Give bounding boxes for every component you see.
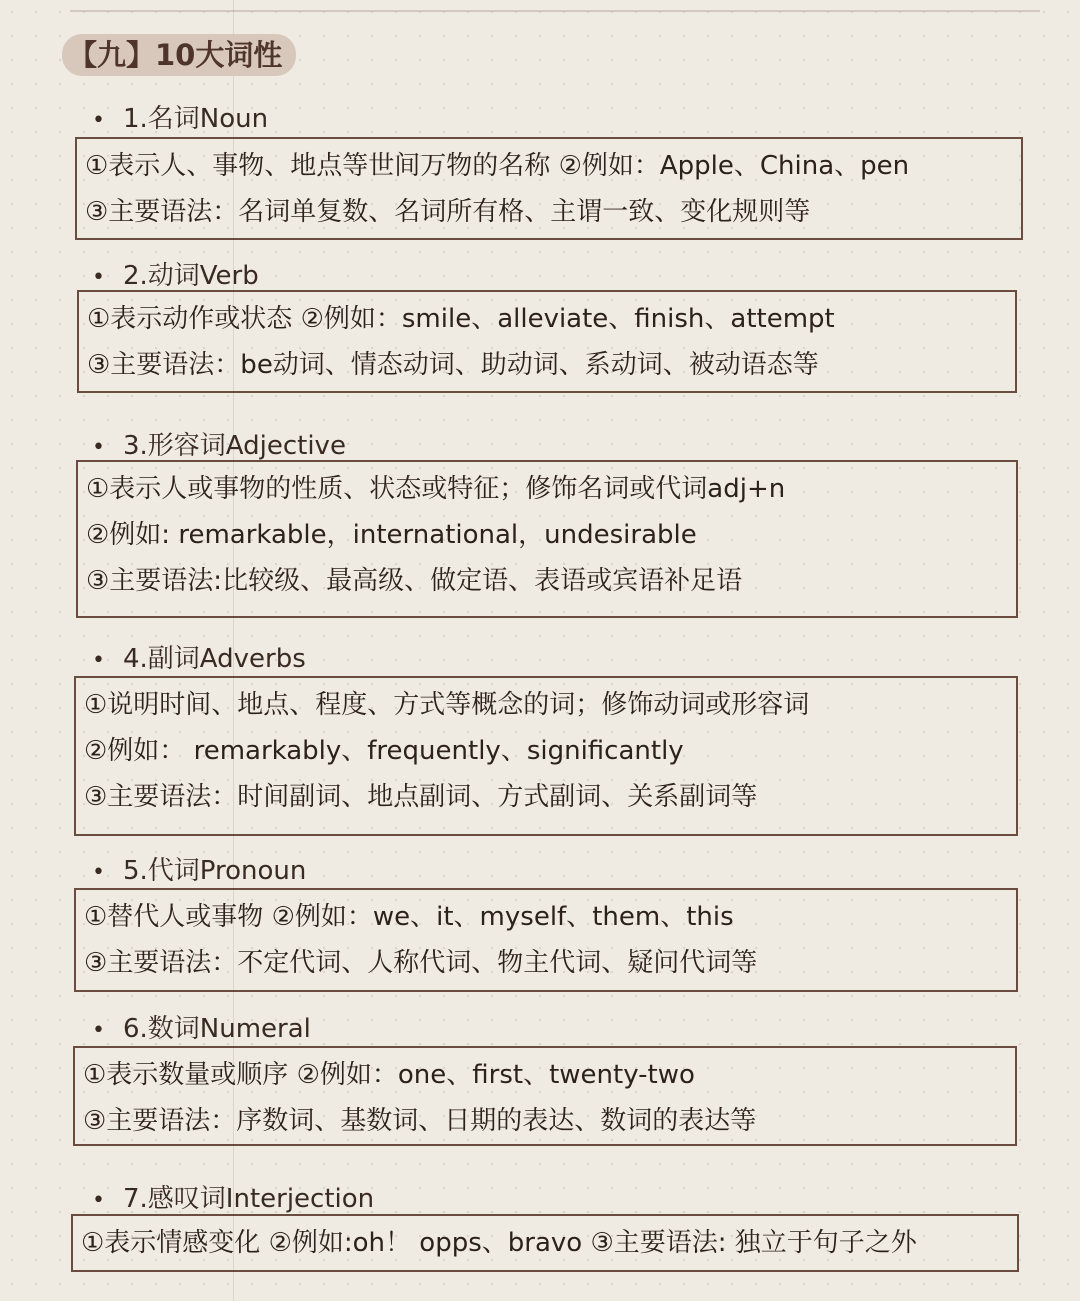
section-box-noun	[75, 137, 1023, 240]
bullet-icon: •	[92, 108, 105, 133]
section-line: ①替代人或事物 ②例如：we、it、myself、them、this	[84, 902, 734, 932]
section-title-text: 3.形容词Adjective	[122, 431, 346, 461]
section-title-text: 7.感叹词Interjection	[122, 1184, 375, 1214]
section-line: ③主要语法:比较级、最高级、做定语、表语或宾语补足语	[86, 566, 743, 596]
section-title-numeral	[92, 1008, 311, 1045]
section-box-adverbs	[74, 676, 1018, 836]
section-title-text: 2.动词Verb	[122, 261, 259, 291]
section-box-adjective	[76, 460, 1018, 618]
page-heading: 【九】10大词性	[62, 34, 296, 76]
bullet-icon: •	[92, 1188, 105, 1213]
section-line: ③主要语法：序数词、基数词、日期的表达、数词的表达等	[83, 1106, 757, 1136]
section-box-numeral	[73, 1046, 1017, 1146]
section-title-noun	[92, 98, 268, 135]
bullet-icon: •	[92, 1018, 105, 1043]
section-box-pronoun	[74, 888, 1018, 992]
bullet-icon: •	[92, 648, 105, 673]
bullet-icon: •	[92, 265, 105, 290]
section-box-verb	[77, 290, 1017, 393]
section-title-text: 6.数词Numeral	[122, 1014, 311, 1044]
section-line: ①表示动作或状态 ②例如：smile、alleviate、finish、attempt	[87, 304, 835, 334]
section-line: ③主要语法：名词单复数、名词所有格、主谓一致、变化规则等	[85, 197, 811, 227]
top-rule	[70, 10, 1040, 12]
section-line: ①表示人、事物、地点等世间万物的名称 ②例如：Apple、China、pen	[85, 151, 910, 181]
section-line: ①说明时间、地点、程度、方式等概念的词；修饰动词或形容词	[84, 690, 810, 720]
section-line: ③主要语法：不定代词、人称代词、物主代词、疑问代词等	[84, 948, 758, 978]
section-title-text: 5.代词Pronoun	[122, 856, 307, 886]
section-title-adverbs	[92, 638, 306, 675]
section-title-text: 4.副词Adverbs	[122, 644, 306, 674]
section-title-text: 1.名词Noun	[122, 104, 269, 134]
section-title-interjection	[92, 1178, 374, 1215]
section-line: ③主要语法：be动词、情态动词、助动词、系动词、被动语态等	[87, 350, 819, 380]
section-line: ①表示数量或顺序 ②例如：one、first、twenty-two	[83, 1060, 695, 1090]
section-title-pronoun	[92, 850, 306, 887]
bullet-icon: •	[92, 435, 105, 460]
section-title-adjective	[92, 425, 346, 462]
section-line: ②例如: remarkable，international，undesirable	[86, 520, 697, 550]
section-line: ①表示人或事物的性质、状态或特征；修饰名词或代词adj+n	[86, 474, 786, 504]
bullet-icon: •	[92, 860, 105, 885]
section-line: ①表示情感变化 ②例如:oh！ opps、bravo ③主要语法: 独立于句子之外	[81, 1228, 917, 1258]
section-line: ②例如： remarkably、frequently、significantly	[84, 736, 684, 766]
section-title-verb	[92, 255, 259, 292]
section-box-interjection	[71, 1214, 1019, 1272]
section-line: ③主要语法：时间副词、地点副词、方式副词、关系副词等	[84, 782, 758, 812]
